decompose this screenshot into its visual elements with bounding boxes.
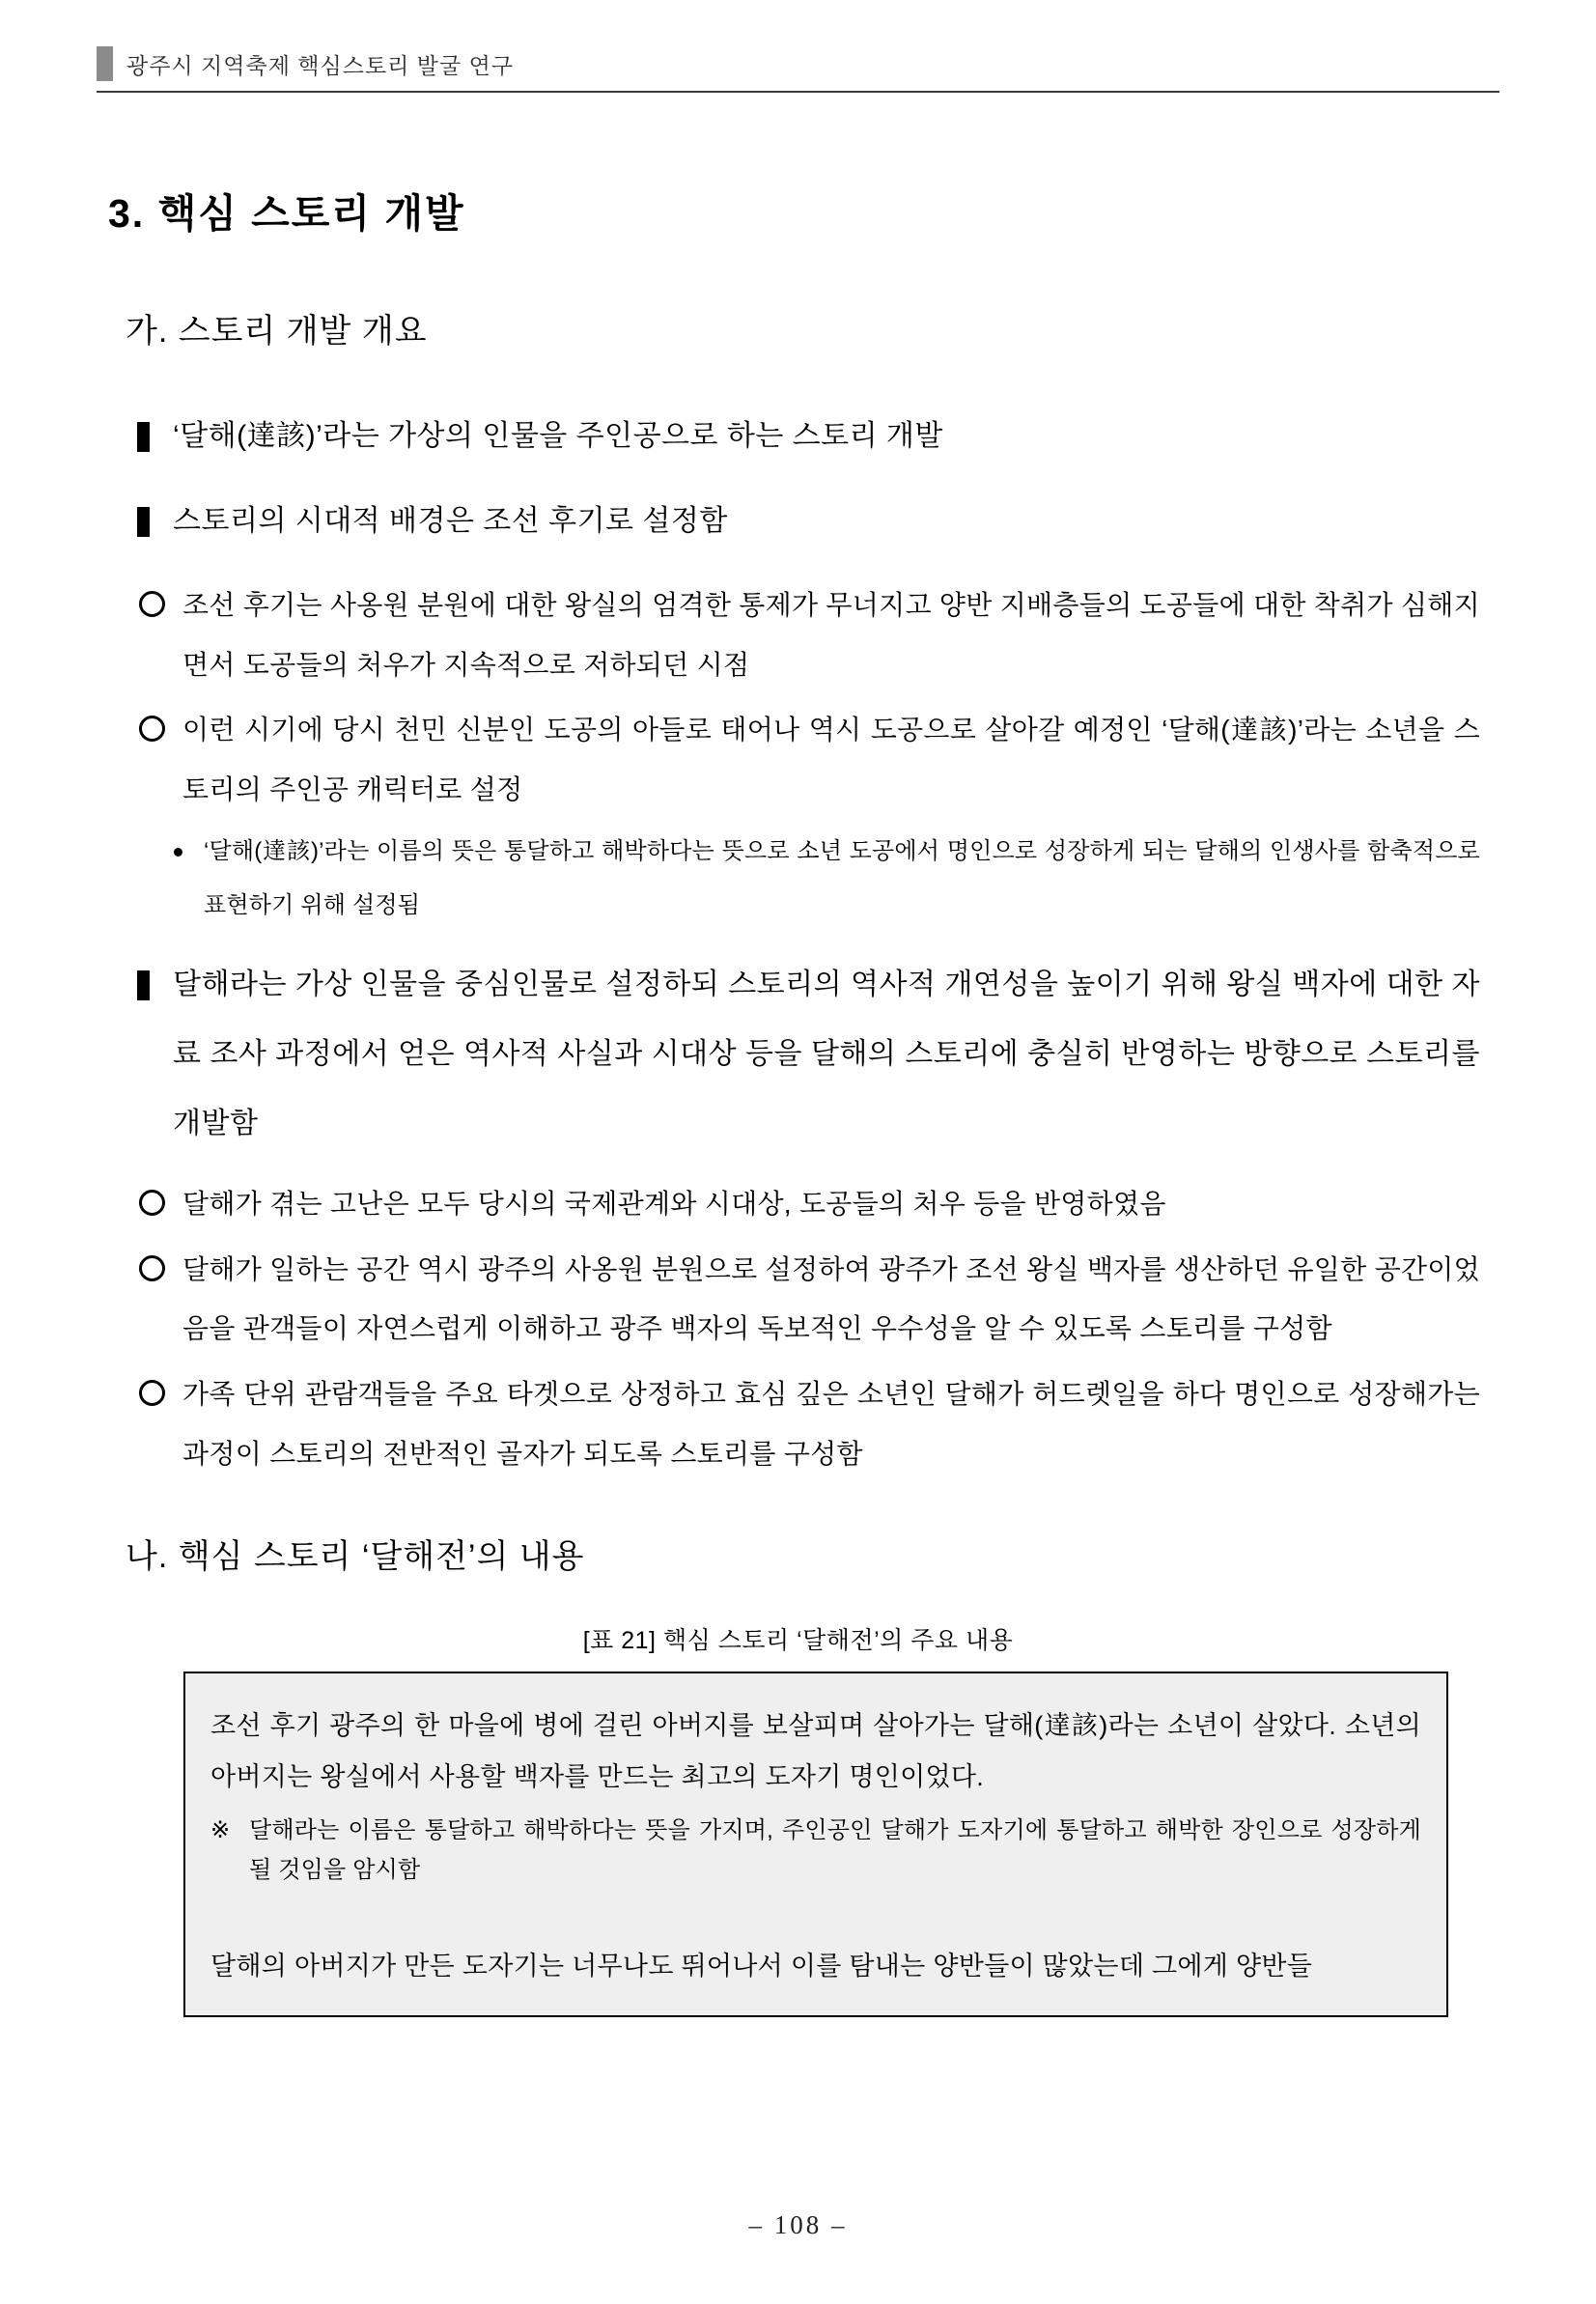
bullet-item bbox=[137, 402, 1480, 471]
running-header-title: 광주시 지역축제 핵심스토리 발굴 연구 bbox=[126, 52, 515, 78]
bullet-text: 달해가 겪는 고난은 모두 당시의 국제관계와 시대상, 도공들의 처우 등을 반영하였음 bbox=[182, 1189, 1166, 1220]
bullet-item bbox=[139, 1174, 1480, 1234]
circle-bullet-icon bbox=[139, 1190, 165, 1216]
circle-bullet-icon bbox=[139, 1255, 165, 1281]
section-a-heading: 가. 스토리 개발 개요 bbox=[126, 313, 428, 350]
story-paragraph: 조선 후기 광주의 한 마을에 병에 걸린 아버지를 보살피며 살아가는 달해(達該)라는 소년이 살았다. 소년의 아버지는 왕실에서 사용할 백자를 만드는 최고의 도자기 명인이었다. bbox=[210, 1711, 1421, 1791]
page-footer bbox=[0, 2210, 1596, 2240]
bullet-item bbox=[139, 1240, 1480, 1359]
bullet-text: 달해가 일하는 공간 역시 광주의 사옹원 분원으로 설정하여 광주가 조선 왕실 백자를 생산하던 유일한 공간이었음을 관객들이 자연스럽게 이해하고 광주 백자의 독보적인 우수성을 알 수 있도록 스토리를 구성함 bbox=[182, 1253, 1480, 1344]
circle-bullet-icon bbox=[139, 1380, 165, 1406]
filled-bar-bullet-icon bbox=[137, 422, 150, 452]
bullet-text: 가족 단위 관람객들을 주요 타겟으로 상정하고 효심 깊은 소년인 달해가 허드렛일을 하다 명인으로 성장해가는 과정이 스토리의 전반적인 골자가 되도록 스토리를 구성함 bbox=[182, 1378, 1480, 1469]
bullet-text: ‘달해(達該)’라는 이름의 뜻은 통달하고 해박하다는 뜻으로 소년 도공에서 명인으로 성장하게 되는 달해의 인생사를 함축적으로 표현하기 위해 설정됨 bbox=[204, 838, 1480, 919]
story-content-box bbox=[183, 1672, 1448, 2017]
chapter-title: 3. 핵심 스토리 개발 bbox=[108, 191, 465, 236]
bullet-item bbox=[174, 825, 1480, 933]
running-header bbox=[97, 46, 1499, 93]
story-note bbox=[210, 1812, 1421, 1891]
circle-bullet-icon bbox=[139, 716, 165, 742]
bullet-text: 이런 시기에 당시 천민 신분인 도공의 아들로 태어나 역시 도공으로 살아갈 예정인 ‘달해(達該)’라는 소년을 스토리의 주인공 캐릭터로 설정 bbox=[182, 715, 1480, 804]
bullet-item bbox=[139, 700, 1480, 819]
bullet-item bbox=[137, 950, 1480, 1159]
circle-bullet-icon bbox=[139, 591, 165, 617]
section-a-bullet-list bbox=[137, 402, 1480, 1483]
document-page bbox=[0, 46, 1596, 2304]
table-caption: [표 21] 핵심 스토리 ‘달해전’의 주요 내용 bbox=[582, 1627, 1014, 1655]
page-number: – 108 – bbox=[748, 2210, 848, 2239]
reference-mark-icon: ※ bbox=[210, 1817, 231, 1844]
story-note-text: 달해라는 이름은 통달하고 해박하다는 뜻을 가지며, 주인공인 달해가 도자기에 통달하고 해박한 장인으로 성장하게 될 것임을 암시함 bbox=[249, 1817, 1421, 1884]
bullet-item bbox=[139, 576, 1480, 694]
bullet-text: ‘달해(達該)’라는 가상의 인물을 주인공으로 하는 스토리 개발 bbox=[173, 420, 943, 452]
bullet-text: 조선 후기는 사옹원 분원에 대한 왕실의 엄격한 통제가 무너지고 양반 지배층들의 도공들에 대한 착취가 심해지면서 도공들의 처우가 지속적으로 저하되던 시점 bbox=[182, 590, 1480, 680]
filled-bar-bullet-icon bbox=[137, 507, 150, 537]
dot-bullet-icon bbox=[174, 848, 182, 857]
bullet-item bbox=[139, 1364, 1480, 1483]
section-b-heading: 나. 핵심 스토리 ‘달해전’의 내용 bbox=[126, 1538, 585, 1576]
story-paragraph: 달해의 아버지가 만든 도자기는 너무나도 뛰어나서 이를 탐내는 양반들이 많았는데 그에게 양반들 bbox=[210, 1952, 1313, 1981]
bullet-item bbox=[137, 487, 1480, 556]
filled-bar-bullet-icon bbox=[137, 970, 150, 1000]
header-accent-bar-icon bbox=[97, 46, 113, 81]
bullet-text: 달해라는 가상 인물을 중심인물로 설정하되 스토리의 역사적 개연성을 높이기 위해 왕실 백자에 대한 자료 조사 과정에서 얻은 역사적 사실과 시대상 등을 달해의 스토리에 충실히 반영하는 방향으로 스토리를 개발함 bbox=[173, 969, 1480, 1140]
bullet-text: 스토리의 시대적 배경은 조선 후기로 설정함 bbox=[173, 505, 728, 537]
